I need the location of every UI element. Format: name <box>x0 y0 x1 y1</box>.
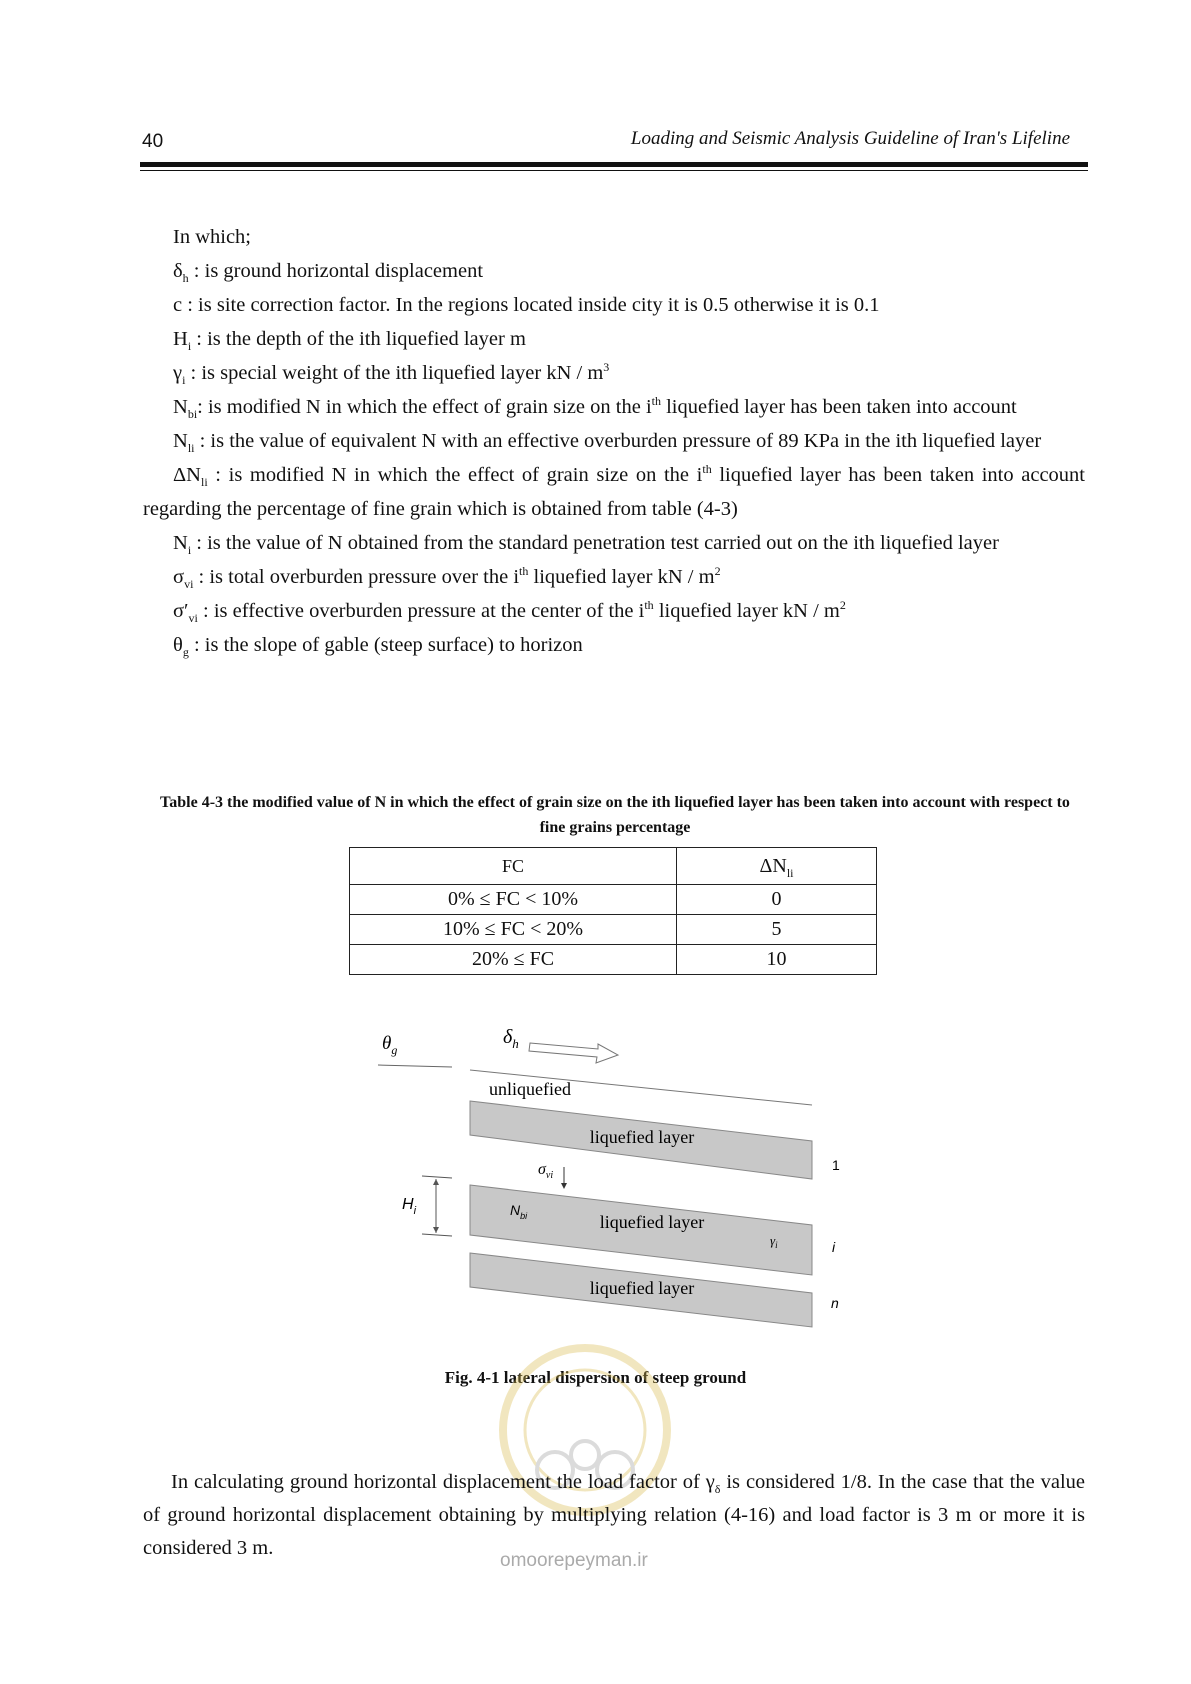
h-arrowhead-top-icon <box>433 1179 439 1185</box>
definition-symbol-sub: vi <box>188 611 198 626</box>
layer-index-1: 1 <box>832 1157 840 1173</box>
definitions-section <box>143 220 1085 662</box>
definition-symbol-sub: li <box>201 475 208 490</box>
delta-label: $\delta_h$ <box>503 1026 519 1051</box>
definition-unit: kN / m <box>782 600 840 622</box>
table-header-fc <box>350 848 677 885</box>
closing-paragraph <box>143 1466 1085 1565</box>
definition-unit-sup: 2 <box>714 564 721 579</box>
h-label: $H_i$ <box>402 1196 417 1217</box>
table-row <box>350 945 877 975</box>
definition-symbol: N <box>173 396 188 418</box>
page-number: 40 <box>142 131 164 152</box>
table-cell-fc: 20% ≤ FC <box>350 945 677 975</box>
table-header-row <box>350 848 877 885</box>
liquefied-layer-label: liquefied layer <box>589 1127 695 1147</box>
definition-text: : is effective overburden pressure at the center of the $i^{th}$ liquefied layer <box>197 598 778 622</box>
definition-item <box>143 526 1085 560</box>
definitions-list <box>143 254 1085 662</box>
definition-symbol: H <box>173 328 188 350</box>
header-rule-thick <box>140 162 1088 167</box>
table-cell-dn: 5 <box>677 915 877 945</box>
definition-text: : is the value of N obtained from the standard penetration test carried out on the ith liquefied layer <box>191 532 999 554</box>
fines-correction-table <box>349 847 877 975</box>
sigma-arrowhead-icon <box>561 1183 567 1189</box>
table-cell-fc: 10% ≤ FC < 20% <box>350 915 677 945</box>
lateral-dispersion-figure <box>370 1025 850 1345</box>
definition-symbol-sub: bi <box>187 407 198 422</box>
definition-item <box>143 356 1085 390</box>
closing-text-after: is considered 1/8. In the case that the value of ground horizontal displacement obtaining by multiplying relation (4-16) and load factor is 3 m or more it is considered 3 m. <box>143 1471 1085 1559</box>
definition-text: : is site correction factor. In the regions located inside city it is 0.5 otherwise it is 0.1 <box>182 294 880 316</box>
definition-item <box>143 322 1085 356</box>
definition-item <box>143 628 1085 662</box>
h-arrowhead-bottom-icon <box>433 1227 439 1233</box>
liquefied-layer-label: liquefied layer <box>589 1278 695 1298</box>
definition-symbol-sub: g <box>182 645 189 660</box>
definition-symbol: σ′ <box>173 600 189 622</box>
gamma-label: $\gamma_i$ <box>770 1233 778 1250</box>
table-row <box>350 885 877 915</box>
definition-symbol: γ <box>173 362 183 384</box>
definition-symbol: θ <box>173 634 183 656</box>
table-header-dn-sub: li <box>786 865 794 880</box>
definition-text: : is special weight of the ith liquefied layer <box>185 362 542 384</box>
layer-index-i: i <box>832 1239 836 1255</box>
definition-symbol-sub: i <box>187 339 192 354</box>
definition-text: : is the depth of the ith liquefied layer m <box>191 328 526 350</box>
table-caption: Table 4-3 the modified value of N in which the effect of grain size on the ith liquefied layer has been taken into account with respect to fine grains percentage <box>160 794 1070 836</box>
definition-text: : is modified N in which the effect of grain size on the $i^{th}$ liquefied layer has been taken into account regarding the percentage of fine grain which is obtained from table (4-3) <box>143 462 1085 520</box>
definition-item <box>143 254 1085 288</box>
closing-text-before: In calculating ground horizontal displacement the load factor of <box>171 1471 706 1493</box>
h-dimension-top <box>422 1176 452 1178</box>
figure-caption: Fig. 4-1 lateral dispersion of steep ground <box>444 1368 747 1387</box>
definition-unit: kN / m <box>546 362 604 384</box>
definition-symbol: ΔN <box>173 464 201 486</box>
definition-symbol-sub: i <box>182 373 186 388</box>
definition-item <box>143 424 1085 458</box>
definition-unit: kN / m <box>657 566 715 588</box>
definition-item <box>143 560 1085 594</box>
definition-item <box>143 594 1085 628</box>
definition-symbol-sub: h <box>182 271 189 286</box>
definition-symbol: N <box>173 532 188 554</box>
definition-item <box>143 458 1085 526</box>
definition-item <box>143 390 1085 424</box>
definition-symbol: N <box>173 430 188 452</box>
definition-symbol: σ <box>173 566 185 588</box>
watermark-site: omoorepeyman.ir <box>500 1550 648 1571</box>
definition-symbol-sub: i <box>187 543 192 558</box>
table-header-dn-symbol: ΔN <box>759 854 787 877</box>
definition-symbol: c <box>173 294 183 316</box>
definition-symbol-sub: vi <box>184 577 194 592</box>
definition-text: : is the slope of gable (steep surface) to horizon <box>188 634 583 656</box>
definition-text: : is modified N in which the effect of grain size on the $i^{th}$ liquefied layer has been taken into account <box>197 394 1017 418</box>
definition-unit-sup: 3 <box>603 360 610 375</box>
table-cell-dn: 0 <box>677 885 877 915</box>
closing-gamma-symbol: $\gamma_\delta$ <box>705 1471 721 1497</box>
unliquefied-label: unliquefied <box>489 1079 571 1099</box>
definition-text: : is the value of equivalent N with an effective overburden pressure of 89 KPa in the ith liquefied layer <box>194 430 1042 452</box>
header-rule-thin <box>140 170 1088 171</box>
table-cell-dn: 10 <box>677 945 877 975</box>
table-header-dn <box>677 848 877 885</box>
displacement-arrow-icon <box>529 1043 618 1063</box>
definitions-intro: In which; <box>173 226 251 248</box>
sigma-label: $\sigma_{vi}$ <box>538 1161 554 1181</box>
h-dimension-bottom <box>422 1234 452 1236</box>
definition-symbol: δ <box>173 260 183 282</box>
theta-label: $\theta_g$ <box>382 1033 398 1057</box>
n-bi-label: $N_{bi}$ <box>510 1202 528 1221</box>
definition-unit-sup: 2 <box>839 598 846 613</box>
table-cell-fc: 0% ≤ FC < 10% <box>350 885 677 915</box>
definition-text: : is ground horizontal displacement <box>188 260 484 282</box>
liquefied-layer-label: liquefied layer <box>599 1212 705 1232</box>
definition-text: : is total overburden pressure over the $i^{th}$ liquefied layer <box>193 564 653 588</box>
table-header-fc-label: FC <box>501 855 525 876</box>
running-title: Loading and Seismic Analysis Guideline of Iran's Lifeline <box>630 128 1070 149</box>
table-row <box>350 915 877 945</box>
definition-symbol-sub: li <box>187 441 195 456</box>
layer-index-n: n <box>831 1295 839 1311</box>
definition-item <box>143 288 1085 322</box>
slope-reference-line <box>378 1065 452 1067</box>
